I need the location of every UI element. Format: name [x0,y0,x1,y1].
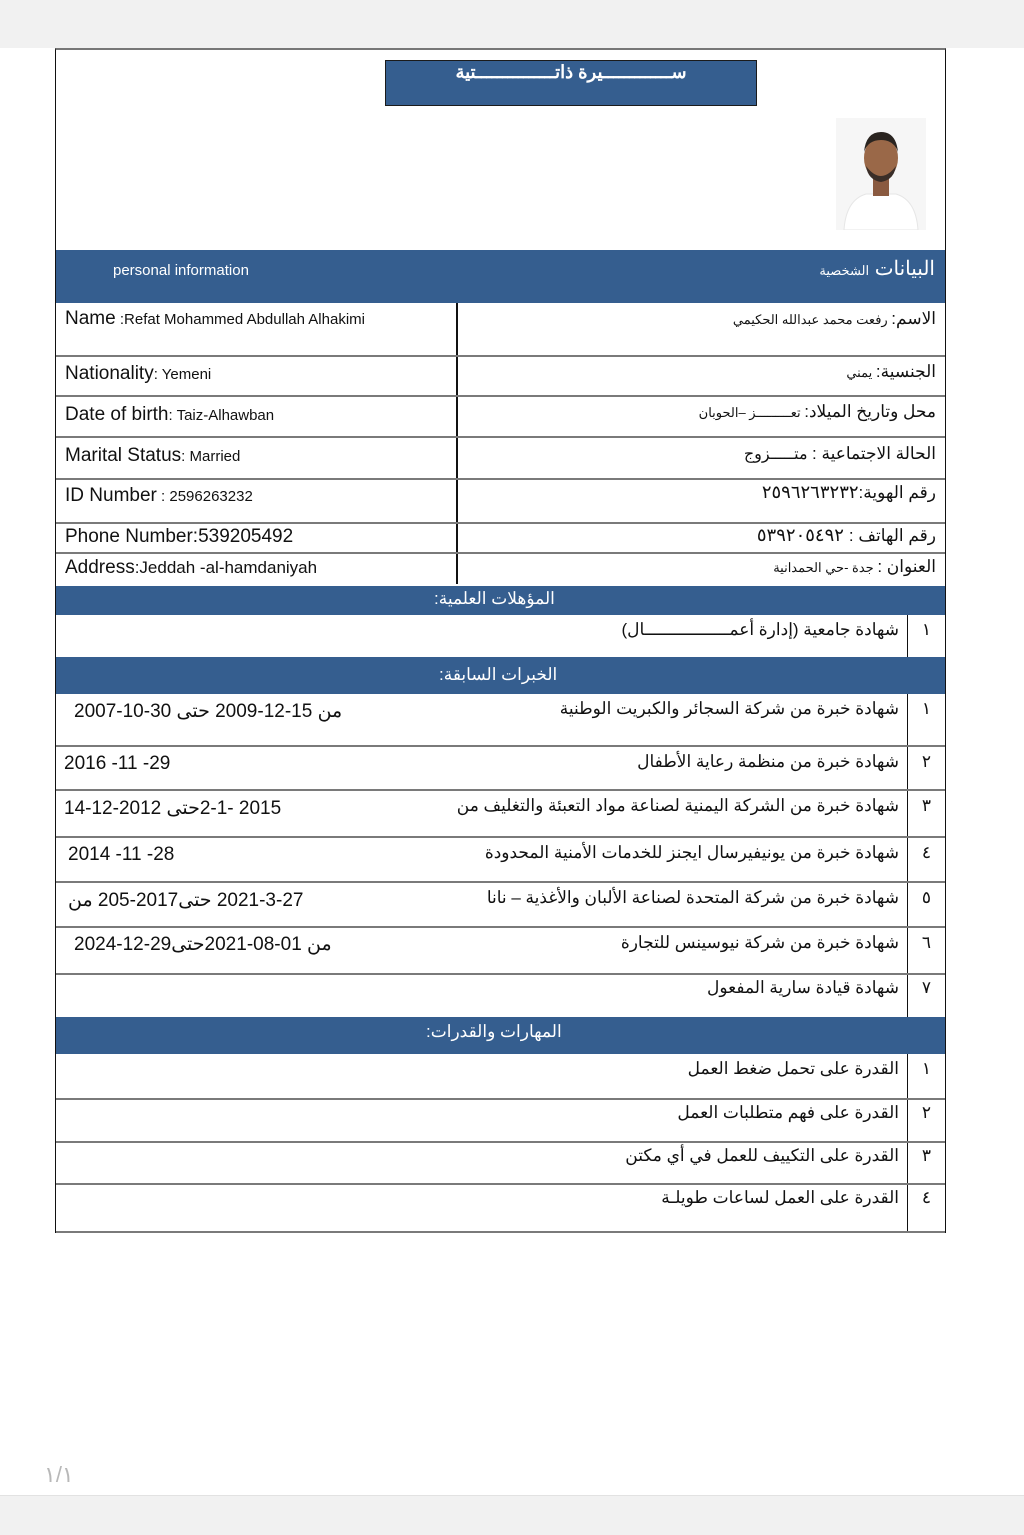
info-row-name [56,303,945,357]
info-address-en [65,557,317,579]
field-label: رقم الهوية: [858,483,936,502]
qualification-text: شهادة جامعية (إدارة أعمـــــــــــــــــال) [621,620,899,639]
field-value: : Yemeni [153,366,212,383]
field-value: ٥٣٩٢٠٥٤٩٢ [756,525,849,545]
row-number: ٣ [921,796,932,815]
skill-text: القدرة على تحمل ضغط العمل [687,1059,899,1078]
field-label: Marital Status [65,445,182,466]
info-row-id [56,480,945,524]
info-name-en [65,307,445,332]
experience-row [56,883,945,928]
info-birth-en [65,404,274,426]
experience-date: 2021-3-27 حتى2017-205 من [68,890,304,911]
field-value: متـــــزوج [743,446,813,463]
info-marital-en [65,445,240,467]
info-name-ar [733,309,936,329]
experience-row [56,838,945,883]
row-number: ٦ [921,933,932,952]
skill-text: القدرة على فهم متطلبات العمل [677,1103,899,1122]
info-row-nationality [56,357,945,397]
skill-text: القدرة على العمل لساعات طويلـة [661,1188,899,1207]
skill-text: القدرة على التكييف للعمل في أي مكتن [625,1146,899,1165]
field-label: Date of birth [65,404,169,425]
info-address-ar [773,557,936,577]
field-label: Phone Number [65,526,193,547]
info-row-marital [56,438,945,480]
field-value: يمني [846,365,876,380]
field-value: :Refat Mohammed Abdullah Alhakimi [115,311,365,328]
row-number: ٢ [921,1103,932,1122]
field-label: ID Number [65,485,157,506]
cv-title-text: ســـــــــــــيرة ذاتـــــــــــــــتية [455,62,687,82]
skill-row [56,1054,945,1100]
row-number: ٧ [921,978,932,997]
field-value: تعـــــــــز –الحوبان [698,405,805,420]
personal-header-ar-main: البيانات [874,258,935,280]
field-value: : Taiz-Alhawban [168,407,275,424]
info-nationality-en [65,363,211,385]
experience-text: شهادة خبرة من شركة السجائر والكبريت الوطنية [559,699,899,718]
row-number: ٤ [921,843,932,862]
skill-row [56,1100,945,1143]
field-label: Address [65,557,135,578]
experience-text: شهادة خبرة من الشركة اليمنية لصناعة مواد التعبئة والتغليف من [456,796,899,815]
field-label: Nationality [65,363,154,384]
personal-header-ar [819,256,935,281]
info-phone-ar [757,525,936,546]
field-value: :Jeddah -al-hamdaniyah [134,558,318,577]
experience-text: شهادة خبرة من شركة المتحدة لصناعة الألبان والأغذية – نانا [486,888,899,907]
experience-text: شهادة خبرة من منظمة رعاية الأطفال [637,752,899,771]
cv-page [55,48,946,1233]
field-value: جدة -حي الحمدانية [773,560,878,575]
field-value: : Married [181,448,241,465]
field-label: Name [65,308,116,329]
person-photo-icon [836,118,926,230]
info-row-address [56,554,945,584]
info-marital-ar [744,444,936,464]
skill-row [56,1185,945,1233]
cv-title [385,60,757,106]
experience-row [56,975,945,1017]
field-value: رفعت محمد عبدالله الحكيمي [732,312,892,327]
field-label: العنوان : [877,557,936,576]
experience-title: الخبرات السابقة: [439,665,558,684]
experience-row [56,928,945,975]
row-number: ٣ [921,1146,932,1165]
row-number: ١ [921,1059,932,1078]
personal-header-ar-sub: الشخصية [819,263,870,278]
page-indicator: ١/١ [44,1462,74,1487]
row-number: ٢ [921,752,932,771]
qualifications-title: المؤهلات العلمية: [434,589,555,608]
skill-row [56,1143,945,1185]
field-label: رقم الهاتف : [848,526,936,545]
experience-row [56,791,945,838]
experience-row [56,694,945,747]
row-number: ١ [921,699,932,718]
info-id-en [65,485,253,507]
field-label: الجنسية: [875,362,936,381]
viewer-bottom-bar [0,1495,1024,1535]
skills-title: المهارات والقدرات: [426,1022,562,1041]
experience-text: شهادة خبرة من شركة نيوسينس للتجارة [620,933,899,952]
qualification-row [56,615,945,657]
experience-header [56,657,945,694]
field-label: محل وتاريخ الميلاد: [804,402,936,421]
experience-text: شهادة قيادة سارية المفعول [707,978,899,997]
field-value: : 2596263232 [156,488,253,505]
field-label: الحالة الاجتماعية : [812,444,936,463]
row-number: ١ [921,620,932,639]
info-row-phone [56,524,945,554]
info-phone-en [65,526,293,548]
info-row-birth [56,397,945,438]
personal-info-header [56,250,945,303]
experience-date: 2015 -2-1حتى 2012-12-14 [64,798,282,819]
info-birth-ar [699,402,936,422]
row-number: ٤ [921,1188,932,1207]
row-number: ٥ [921,888,932,907]
experience-date: من 01-08-2021حتى29-12-2024 [74,934,332,955]
field-value: ٢٥٩٦٢٦٣٢٣٢ [761,482,859,502]
personal-header-en: personal information [113,262,249,279]
info-id-ar [762,482,936,503]
profile-photo [836,118,926,230]
skills-header [56,1017,945,1054]
info-nationality-ar [846,362,936,382]
field-value: :539205492 [192,526,294,547]
viewer-top-bar [0,0,1024,48]
experience-date: من 15-12-2009 حتى 30-10-2007 [74,701,343,722]
experience-date: 2014 -11 -28 [68,844,175,865]
experience-text: شهادة خبرة من يونيفيرسال ايجنز للخدمات الأمنية المحدودة [484,843,899,862]
qualifications-header [56,586,945,615]
experience-date: 2016 -11 -29 [64,753,171,774]
field-label: الاسم: [891,309,936,328]
experience-row [56,747,945,791]
